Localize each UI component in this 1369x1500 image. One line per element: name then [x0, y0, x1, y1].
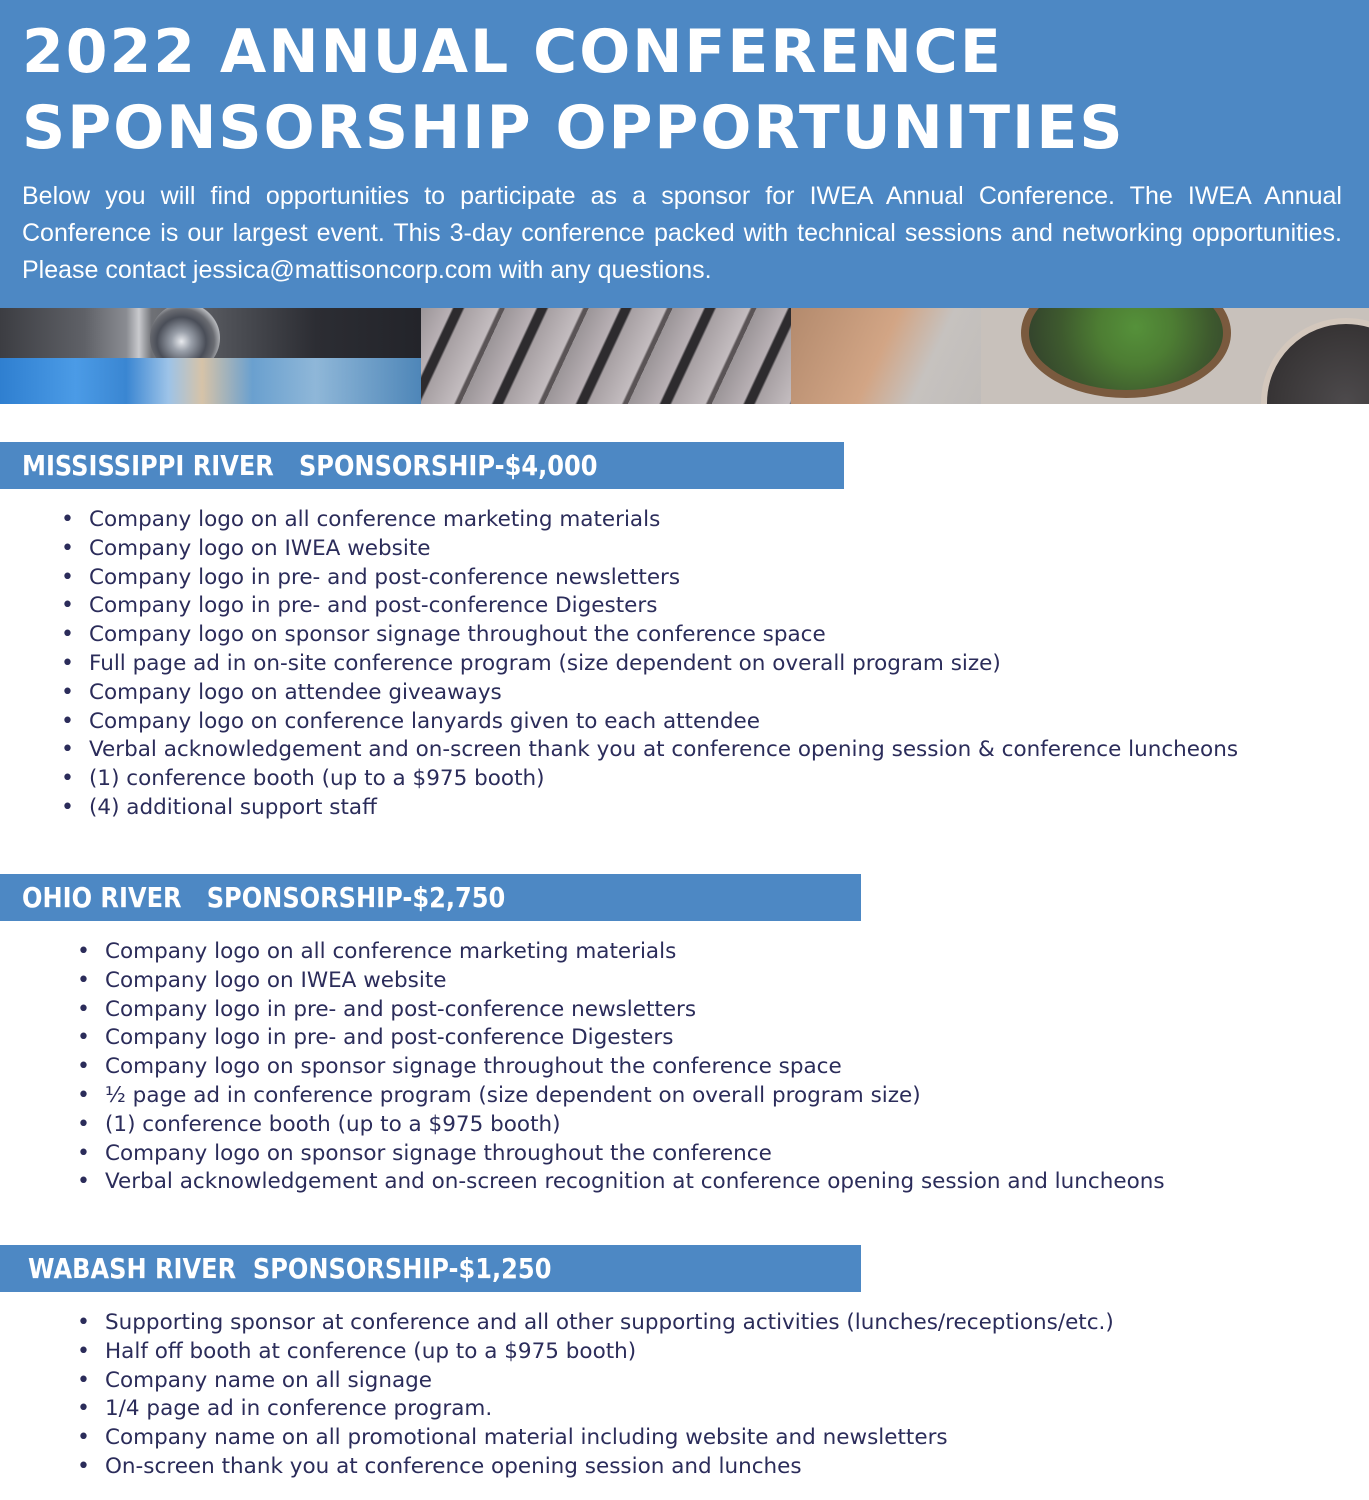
list-item: • Company logo in pre- and post-conference Digesters: [61, 592, 1238, 621]
photo-banner: [0, 308, 1369, 404]
page-title-line-1: 2022 ANNUAL CONFERENCE: [22, 17, 1003, 87]
section-header-wabash-river: [0, 1245, 861, 1292]
list-item: • Company logo in pre- and post-conference newsletters: [77, 996, 1165, 1025]
list-item: • Company logo on IWEA website: [77, 967, 1165, 996]
list-item: • Company logo in pre- and post-conference Digesters: [77, 1024, 1165, 1053]
list-item: • Company logo on sponsor signage throughout the conference space: [61, 621, 1238, 650]
treatment-plant-aerial-image: [421, 308, 1369, 404]
hero-header: [0, 0, 1369, 308]
section-title: OHIO RIVER SPONSORSHIP-$2,750: [22, 881, 506, 914]
list-item: • Company logo on sponsor signage throughout the conference space: [77, 1053, 1165, 1082]
benefit-list-ohio-river: [77, 938, 1165, 1197]
blue-machinery-image: [0, 358, 421, 404]
list-item: • Company name on all promotional material including website and newsletters: [77, 1424, 1114, 1453]
list-item: • Full page ad in on-site conference program (size dependent on overall program size): [61, 650, 1238, 679]
section-header-ohio-river: [0, 874, 861, 921]
benefit-list-wabash-river: [77, 1309, 1114, 1482]
list-item: • Half off booth at conference (up to a $975 booth): [77, 1338, 1114, 1367]
list-item: • Company logo on IWEA website: [61, 535, 1238, 564]
list-item: • Verbal acknowledgement and on-screen recognition at conference opening session and luncheons: [77, 1168, 1165, 1197]
list-item: • Company logo on conference lanyards given to each attendee: [61, 708, 1238, 737]
list-item: • 1/4 page ad in conference program.: [77, 1395, 1114, 1424]
banner-left-column: [0, 308, 421, 404]
pipe-inspection-image: [0, 308, 421, 358]
list-item: • Company logo on all conference marketing materials: [61, 506, 1238, 535]
section-title: WABASH RIVER SPONSORSHIP-$1,250: [28, 1252, 552, 1285]
page-title: [22, 14, 1125, 166]
list-item: • ½ page ad in conference program (size dependent on overall program size): [77, 1082, 1165, 1111]
list-item: • (1) conference booth (up to a $975 booth): [77, 1111, 1165, 1140]
list-item: • Supporting sponsor at conference and all other supporting activities (lunches/receptions/etc.): [77, 1309, 1114, 1338]
list-item: • Verbal acknowledgement and on-screen thank you at conference opening session & conference luncheons: [61, 736, 1238, 765]
list-item: • (1) conference booth (up to a $975 booth): [61, 765, 1238, 794]
list-item: • Company name on all signage: [77, 1367, 1114, 1396]
list-item: • On-screen thank you at conference opening session and lunches: [77, 1453, 1114, 1482]
page-title-line-2: SPONSORSHIP OPPORTUNITIES: [22, 93, 1125, 163]
list-item: • Company logo in pre- and post-conference newsletters: [61, 564, 1238, 593]
list-item: • (4) additional support staff: [61, 794, 1238, 823]
intro-paragraph: Below you will find opportunities to participate as a sponsor for IWEA Annual Conference. The IWEA Annual Conference is our largest event. This 3-day conference packed with technical sessions and networking opportunities. Please contact jessica@mattisoncorp.com with any questions.: [22, 182, 1342, 284]
benefit-list-mississippi-river: [61, 506, 1238, 823]
list-item: • Company logo on sponsor signage throughout the conference: [77, 1140, 1165, 1169]
list-item: • Company logo on attendee giveaways: [61, 679, 1238, 708]
section-header-mississippi-river: [0, 442, 844, 489]
list-item: • Company logo on all conference marketing materials: [77, 938, 1165, 967]
section-title: MISSISSIPPI RIVER SPONSORSHIP-$4,000: [22, 449, 598, 482]
